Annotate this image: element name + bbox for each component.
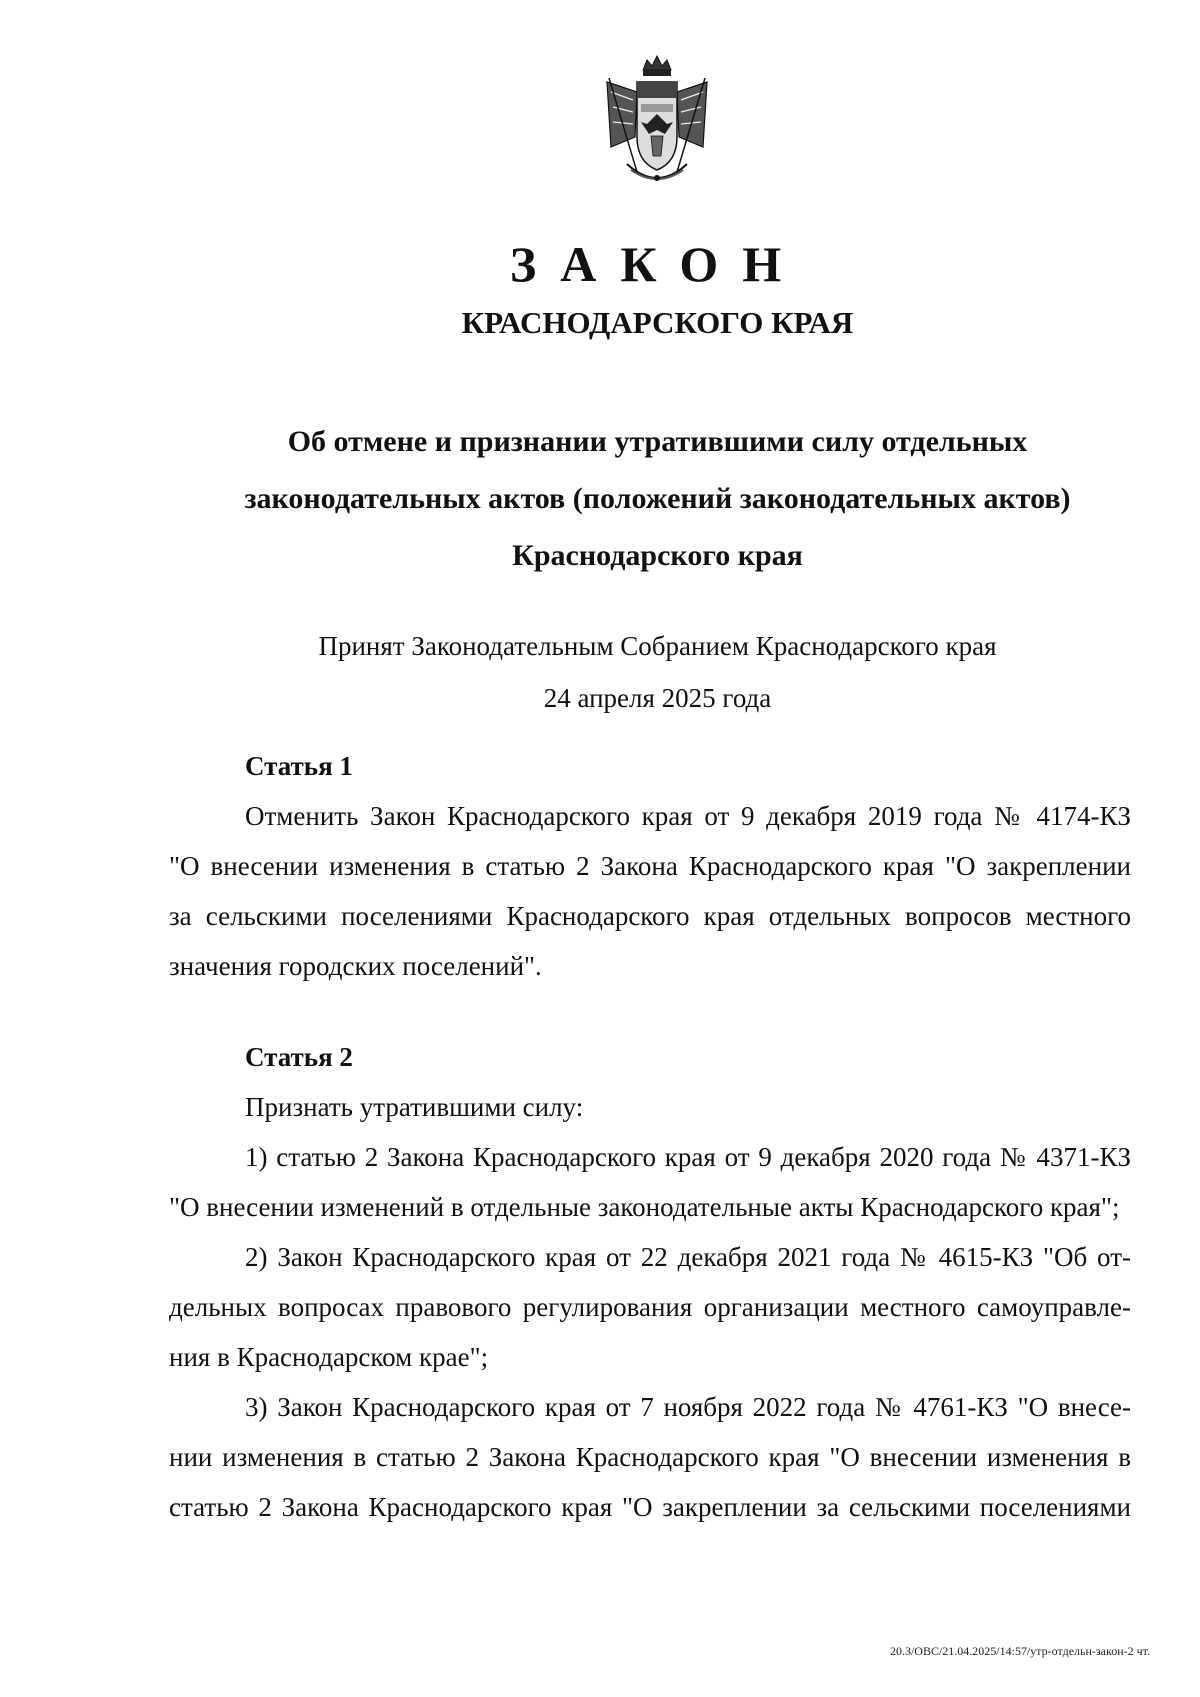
- law-heading: ЗАКОН: [509, 236, 806, 292]
- list-item-line: статью 2 Закона Краснодарского края "О закреплении за сельскими поселениями: [169, 1492, 1131, 1522]
- list-item-line: 1) статью 2 Закона Краснодарского края от 9 декабря 2020 года № 4371-КЗ: [245, 1142, 1131, 1172]
- adoption-body: Принят Законодательным Собранием Краснодарского края: [318, 631, 997, 661]
- list-item-line: 3) Закон Краснодарского края от 7 ноября 2022 года № 4761-КЗ "О внесе-: [245, 1392, 1131, 1422]
- article-intro: Признать утратившими силу:: [245, 1092, 584, 1122]
- article-text-line: значения городских поселений".: [169, 951, 542, 981]
- list-item-line: дельных вопросах правового регулирования организации местного самоуправле-: [169, 1292, 1131, 1322]
- article-text-line: "О внесении изменения в статью 2 Закона Краснодарского края "О закреплении: [169, 851, 1131, 881]
- list-item-line: ния в Краснодарском крае";: [169, 1342, 489, 1372]
- law-title-line: законодательных актов (положений законодательных актов): [244, 482, 1071, 515]
- article-text-line: Отменить Закон Краснодарского края от 9 декабря 2019 года № 4174-КЗ: [245, 801, 1131, 831]
- article-heading: Статья 1: [245, 751, 353, 781]
- document-footer-code: 20.3/ОВС/21.04.2025/14:57/утр-отдельн-закон-2 чт.: [889, 1644, 1150, 1658]
- article-2: [169, 1032, 1131, 1532]
- article-1: [169, 741, 1131, 991]
- list-item-line: "О внесении изменений в отдельные законодательные акты Краснодарского края";: [169, 1192, 1120, 1222]
- coat-of-arms-icon: [597, 52, 717, 192]
- adoption-date: 24 апреля 2025 года: [543, 683, 772, 713]
- list-item-line: нии изменения в статью 2 Закона Краснодарского края "О внесении изменения в: [169, 1442, 1131, 1472]
- adoption-block: [0, 620, 1200, 724]
- law-title-line: Об отмене и признании утратившими силу отдельных: [287, 425, 1028, 458]
- list-item-line: 2) Закон Краснодарского края от 22 декабря 2021 года № 4615-КЗ "Об от-: [245, 1242, 1131, 1272]
- article-text-line: за сельскими поселениями Краснодарского края отдельных вопросов местного: [169, 901, 1131, 931]
- article-heading: Статья 2: [245, 1042, 353, 1072]
- region-heading: КРАСНОДАРСКОГО КРАЯ: [461, 305, 854, 340]
- law-title: [0, 413, 1200, 584]
- law-title-line: Краснодарского края: [512, 539, 803, 572]
